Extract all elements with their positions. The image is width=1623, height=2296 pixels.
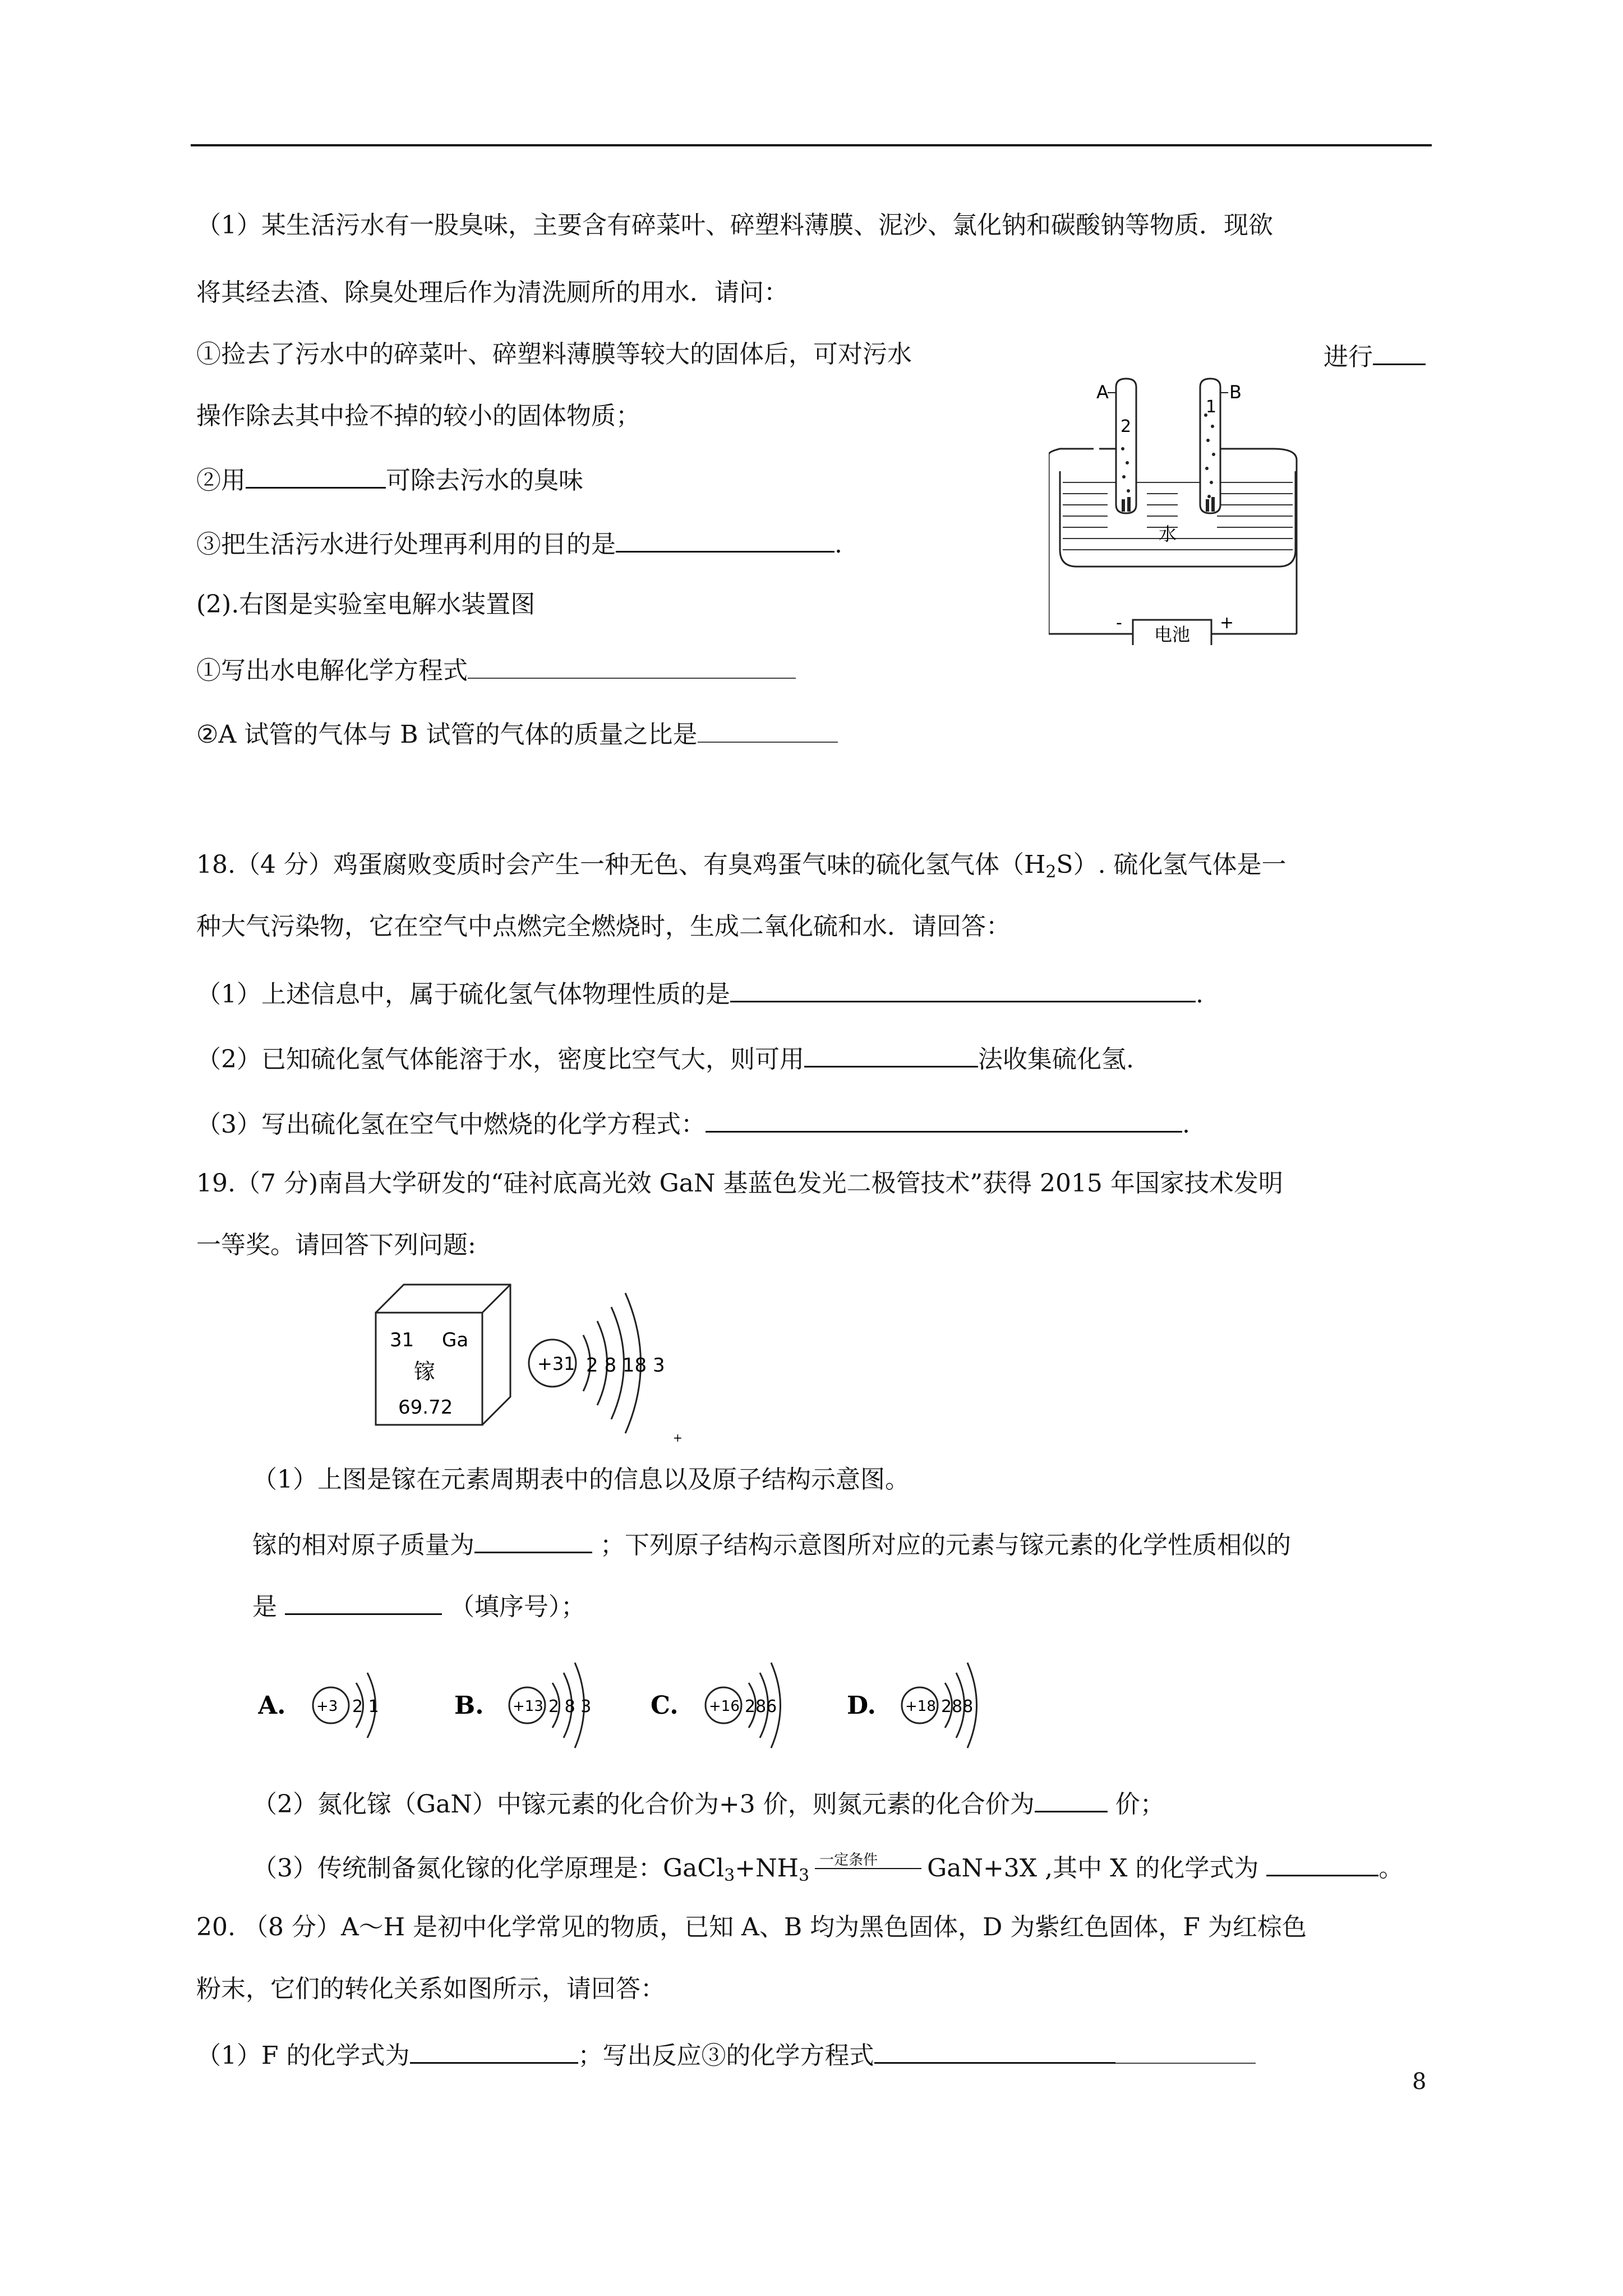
q17-sub1-text: ①捡去了污水中的碎菜叶、碎塑料薄膜等较大的固体后，可对污水 [196,340,912,369]
electron-shells: 2 8 18 3 [586,1354,665,1377]
tube-b-label: B [1229,381,1242,403]
option-letter[interactable]: D. [847,1691,876,1720]
tube-a-label: A [1096,381,1109,403]
q17-part2-1: ①写出水电解化学方程式 [196,652,796,688]
q19-blank-2[interactable] [285,1588,442,1615]
q17-part1-line1: （1）某生活污水有一股臭味，主要含有碎菜叶、碎塑料薄膜、泥沙、氯化钠和碳酸钠等物质．现欲 [196,211,1273,240]
option-nucleus-charge: +13 [513,1698,543,1715]
q18-q1: （1）上述信息中，属于硫化氢气体物理性质的是 . [196,975,1204,1011]
q19-q1-line3: 是 （填序号）； [252,1588,585,1624]
q17-sub1-text-b: 进行 [1324,338,1426,374]
q18-line2: 种大气污染物，它在空气中点燃完全燃烧时，生成二氧化硫和水．请回答： [196,912,1011,941]
q18-q2: （2）已知硫化氢气体能溶于水，密度比空气大，则可用 法收集硫化氢. [196,1040,1134,1076]
q18-blank-1[interactable] [730,975,1196,1002]
tube-a-number: 2 [1121,417,1132,436]
option-letter[interactable]: C. [651,1691,679,1720]
q17-sub2: ②用 可除去污水的臭味 [196,461,583,498]
option-letter[interactable]: A. [258,1691,286,1720]
q20-blank-1[interactable] [410,2036,578,2064]
q20-blank-2-ext[interactable] [1115,2037,1256,2064]
q19-q3: （3）传统制备氮化镓的化学原理是：$GaCl_3+NH_3$ 一定条件 GaN+3X ,其中 X 的化学式为 。 [252,1849,1403,1893]
q17-blank-5[interactable] [698,716,838,743]
q19-blank-3[interactable] [1035,1785,1108,1812]
q17-blank-3[interactable] [616,525,834,553]
q19-line2: 一等奖。请回答下列问题: [196,1231,476,1259]
atomic-number: 31 [390,1329,414,1351]
q18-blank-3[interactable] [706,1105,1182,1133]
reaction-condition: 一定条件 [819,1852,878,1869]
option-shells: 2 8 3 [548,1697,592,1717]
q17-sub3: ③把生活污水进行处理再利用的目的是 . [196,525,842,562]
q17-part1-line2: 将其经去渣、除臭处理后作为清洗厕所的用水．请问： [196,278,789,307]
tube-b-number: 1 [1206,397,1217,417]
q20-line2: 粉末，它们的转化关系如图所示，请回答： [196,1975,665,2003]
option-shells: 2 1 [352,1697,379,1717]
q18-q3: （3）写出硫化氢在空气中燃烧的化学方程式： . [196,1105,1190,1142]
nucleus-charge: +31 [537,1353,575,1374]
electrolysis-diagram [1049,365,1307,645]
q18-blank-2[interactable] [804,1040,978,1068]
dagger-mark: + [673,1431,683,1444]
q19-q1-text: （1）上图是镓在元素周期表中的信息以及原子结构示意图。 [252,1465,910,1494]
battery-label: 电池 [1154,624,1191,645]
q17-part2: (2).右图是实验室电解水装置图 [196,590,536,619]
option-letter[interactable]: B. [454,1691,484,1720]
element-name: 镓 [414,1359,436,1384]
q19-blank-4[interactable] [1266,1849,1378,1876]
q20-blank-2[interactable] [874,2036,1115,2064]
reaction-condition-arrow [809,1849,927,1883]
q17-part2-2: ②A 试管的气体与 B 试管的气体的质量之比是 [196,716,838,752]
option-nucleus-charge: +18 [905,1698,936,1715]
element-symbol: Ga [442,1329,469,1351]
page-number: 8 [1412,2069,1427,2095]
q17-blank-2[interactable] [246,461,386,489]
option-nucleus-charge: +16 [709,1698,740,1715]
gallium-diagram [370,1279,695,1447]
option-shells: 286 [745,1697,777,1717]
q18-line1: 18.（4 分）鸡蛋腐败变质时会产生一种无色、有臭鸡蛋气味的硫化氢气体$(H_2S)$. 硫化氢气体是一 [196,850,1287,882]
water-label: 水 [1159,523,1177,545]
header-rule [191,144,1432,146]
q20-q1: （1）F 的化学式为 ；写出反应③的化学方程式 [196,2036,1256,2073]
q17-blank-4[interactable] [468,652,796,679]
q19-q2: （2）氮化镓（GaN）中镓元素的化合价为+3 价，则氮元素的化合价为 价； [252,1785,1165,1821]
q20-line1: 20. （8 分）A～H 是初中化学常见的物质，已知 A、B 均为黑色固体，D 为紫红色固体，F 为红棕色 [196,1913,1307,1941]
atom-options [258,1655,1054,1750]
q17-blank-1[interactable] [1373,338,1426,365]
option-shells: 288 [941,1697,974,1717]
q19-q1-line2: 镓的相对原子质量为 ；下列原子结构示意图所对应的元素与镓元素的化学性质相似的 [252,1526,1291,1562]
option-nucleus-charge: +3 [316,1698,338,1715]
atomic-mass: 69.72 [398,1396,453,1419]
q19-line1: 19.（7 分)南昌大学研发的“硅衬底高光效 GaN 基蓝色发光二极管技术”获得 2015 年国家技术发明 [196,1169,1283,1198]
q17-sub1-text-c: 操作除去其中捡不掉的较小的固体物质； [196,402,640,430]
q19-blank-1[interactable] [474,1526,592,1553]
battery-minus: - [1116,613,1122,633]
battery-plus: + [1220,613,1234,633]
